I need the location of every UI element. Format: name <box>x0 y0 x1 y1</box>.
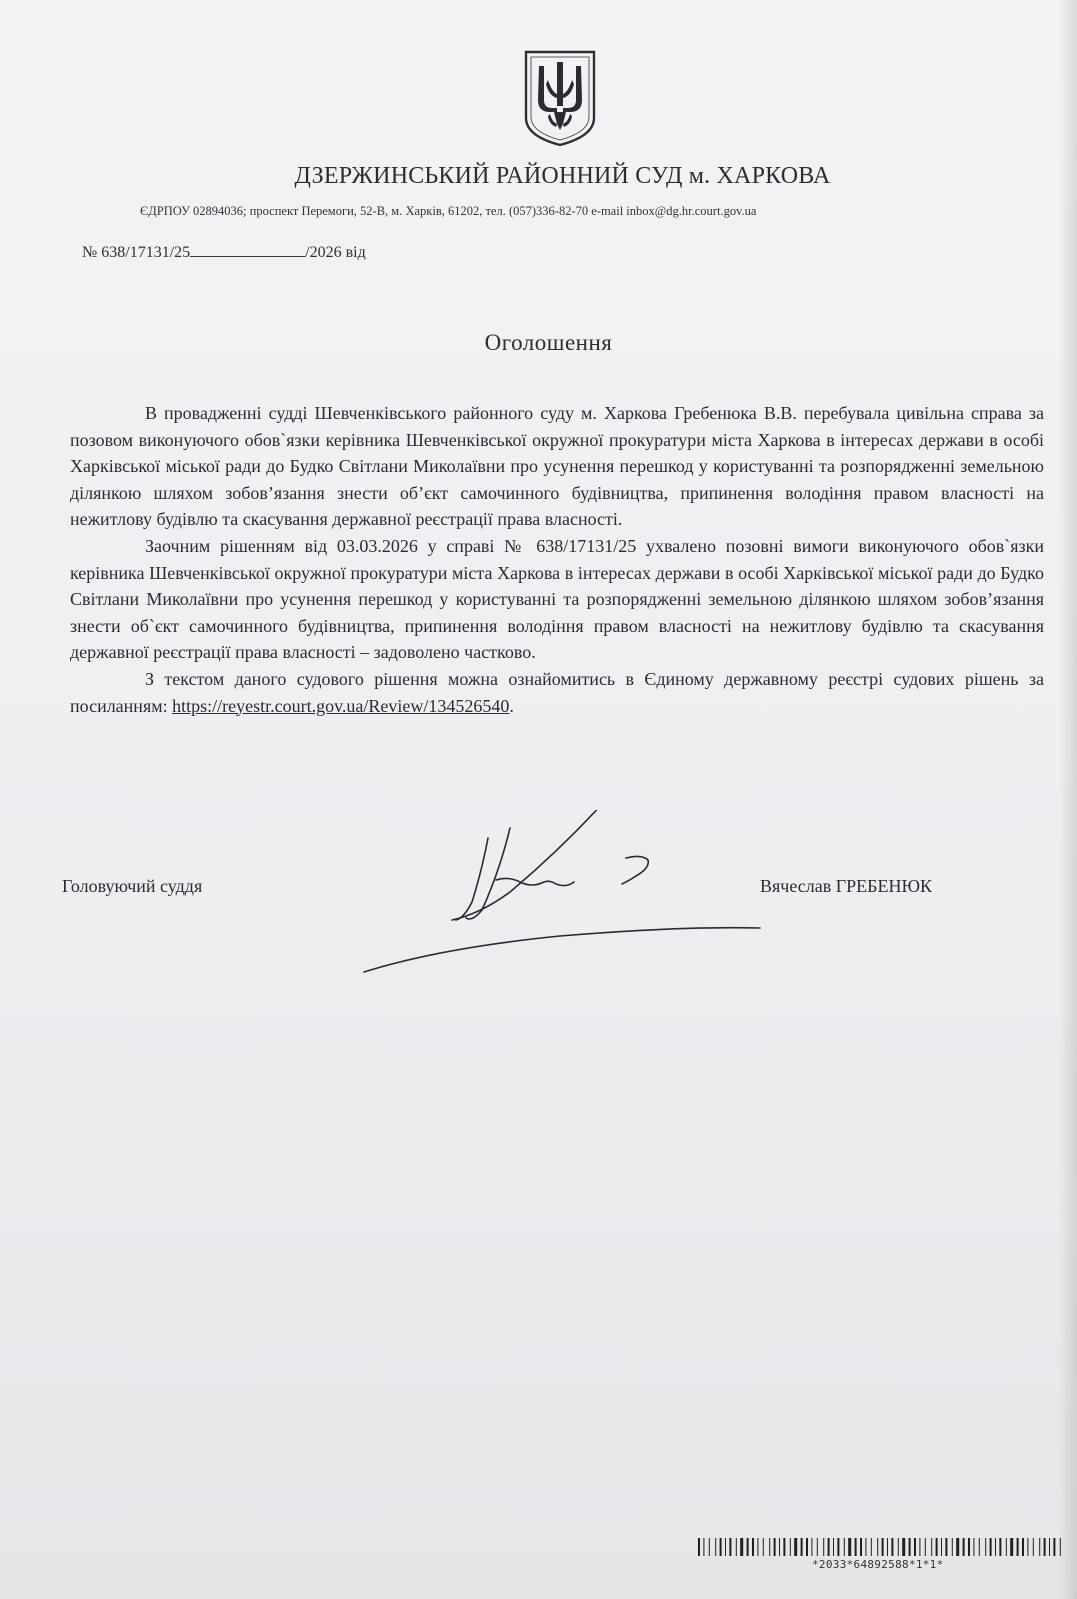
barcode-bar <box>828 1538 830 1556</box>
barcode-bar <box>801 1538 803 1556</box>
barcode-bar <box>909 1538 911 1556</box>
barcode-bar <box>769 1538 770 1556</box>
barcode-bar <box>956 1538 959 1556</box>
barcode-bar <box>720 1538 722 1556</box>
barcode-bar <box>1044 1538 1046 1556</box>
registry-link[interactable]: https://reyestr.court.gov.ua/Review/134526540 <box>172 695 510 716</box>
barcode-bar <box>752 1538 754 1556</box>
barcode-bar <box>1010 1538 1013 1556</box>
barcode-bar <box>790 1538 791 1556</box>
paragraph-1: В провадженні судді Шевченківського районного суду м. Харкова Гребенюка В.В. перебувала цивільна справа за позовом виконуючого обов`язки керівника Шевченківської окружної прокуратури міста Харкова в інтересах держави в особі Харківської міської ради до Будко Світлани Миколаївни про усунення перешкод у користуванні та розпорядженні земельною ділянкою шляхом зобов’язання знести об’єкт самочинного будівництва, припинення володіння правом власності на нежитлову будівлю та скасування державної реєстрації права власності. <box>70 403 1044 530</box>
barcode-bar <box>709 1538 710 1556</box>
paragraph-2: Заочним рішенням від 03.03.2026 у справі № 638/17131/25 ухвалено позовні вимоги виконуючого обов`язки керівника Шевченківської окружної прокуратури міста Харкова в інтересах держави в особі Харківської міської ради до Будко Світлани Миколаївни про усунення перешкод у користуванні та розпорядженні земельною ділянкою шляхом зобов’язання знести об`єкт самочинного будівництва, припинення володіння правом власності на нежитлову будівлю та скасування державної реєстрації права власності – задоволено частково. <box>70 535 1044 663</box>
barcode-bar <box>817 1538 818 1556</box>
barcode-bar <box>837 1538 839 1556</box>
document-title: Оголошення <box>484 330 613 355</box>
link-tail: . <box>509 695 514 716</box>
barcode-bar <box>898 1538 899 1556</box>
court-name: ДЗЕРЖИНСЬКИЙ РАЙОННИЙ СУД м. ХАРКОВА <box>294 163 831 189</box>
barcode-bar <box>990 1538 992 1556</box>
barcode-bar <box>891 1538 893 1556</box>
barcode-bar <box>736 1538 737 1556</box>
document-body <box>70 400 1044 719</box>
barcode-bar <box>1060 1538 1061 1556</box>
barcode-bar <box>811 1538 812 1556</box>
barcode-bar <box>999 1538 1001 1556</box>
paragraph-3 <box>70 666 1044 719</box>
barcode <box>698 1538 1064 1556</box>
barcode-bar <box>995 1538 996 1556</box>
barcode-bar <box>1006 1538 1007 1556</box>
barcode-bar <box>871 1538 872 1556</box>
barcode-bar <box>985 1538 986 1556</box>
barcode-bar <box>882 1538 884 1556</box>
barcode-bar <box>848 1538 851 1556</box>
page-edge-shadow <box>1059 0 1077 1599</box>
barcode-bar <box>698 1538 700 1556</box>
barcode-bar <box>855 1538 857 1556</box>
barcode-bar <box>945 1538 947 1556</box>
barcode-bar <box>925 1538 926 1556</box>
registry-date-blank <box>190 242 305 257</box>
barcode-bar <box>1022 1538 1024 1556</box>
barcode-bar <box>941 1538 942 1556</box>
barcode-bar <box>747 1538 749 1556</box>
handwritten-signature <box>360 810 780 1000</box>
barcode-bar <box>715 1538 716 1556</box>
barcode-bar <box>1039 1538 1040 1556</box>
barcode-bar <box>919 1538 920 1556</box>
barcode-bar <box>725 1538 726 1556</box>
barcode-bar <box>1033 1538 1034 1556</box>
link-intro: З текстом даного судового рішення можна ознайомитись в Єдиному державному реєстрі судових рішень за посиланням: <box>70 668 1044 716</box>
barcode-bar <box>833 1538 834 1556</box>
barcode-bar <box>794 1538 797 1556</box>
barcode-bar <box>963 1538 965 1556</box>
barcode-bar <box>740 1538 743 1556</box>
barcode-bar <box>729 1538 731 1556</box>
trident-icon <box>522 48 598 148</box>
barcode-text: *2033*64892588*1*1* <box>812 1558 944 1571</box>
barcode-bar <box>914 1538 916 1556</box>
barcode-bar <box>887 1538 888 1556</box>
barcode-bar <box>774 1538 776 1556</box>
barcode-bar <box>1053 1538 1055 1556</box>
signature-role: Головуючий суддя <box>62 876 203 896</box>
barcode-bar <box>783 1538 785 1556</box>
barcode-bar <box>703 1538 704 1556</box>
registry-number <box>82 242 366 262</box>
registry-number-suffix: /2026 від <box>305 244 366 261</box>
barcode-bar <box>877 1538 878 1556</box>
barcode-bar <box>968 1538 970 1556</box>
barcode-bar <box>779 1538 780 1556</box>
barcode-bar <box>806 1538 808 1556</box>
barcode-bar <box>979 1538 980 1556</box>
barcode-bar <box>865 1538 866 1556</box>
barcode-bar <box>757 1538 758 1556</box>
barcode-bar <box>1049 1538 1050 1556</box>
barcode-bar <box>1027 1538 1028 1556</box>
barcode-bar <box>931 1538 932 1556</box>
barcode-bar <box>763 1538 764 1556</box>
barcode-bar <box>973 1538 974 1556</box>
barcode-bar <box>1017 1538 1019 1556</box>
barcode-bar <box>844 1538 845 1556</box>
barcode-bar <box>952 1538 953 1556</box>
barcode-bar <box>823 1538 824 1556</box>
court-contacts: ЄДРПОУ 02894036; проспект Перемоги, 52-В, м. Харків, 61202, тел. (057)336-82-70 e-mail inbox@dg.hr.court.gov.ua <box>140 204 757 218</box>
judge-name: Вячеслав ГРЕБЕНЮК <box>760 876 932 896</box>
barcode-bar <box>936 1538 938 1556</box>
barcode-bar <box>902 1538 905 1556</box>
barcode-bar <box>860 1538 862 1556</box>
registry-number-prefix: № 638/17131/25 <box>82 244 191 261</box>
